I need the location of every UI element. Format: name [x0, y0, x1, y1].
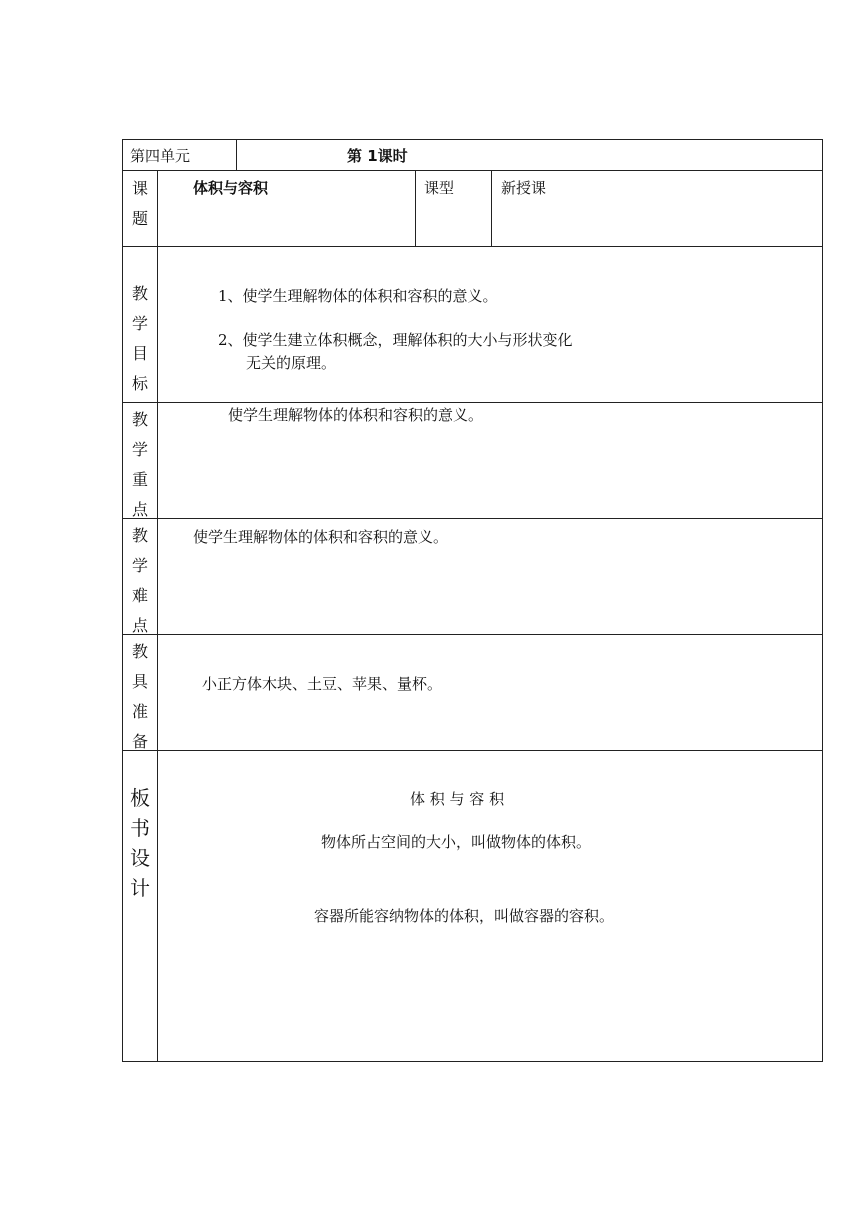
- key-points-row-label: 教 学 重 点: [131, 410, 148, 519]
- table-line-row4: [122, 518, 823, 519]
- materials-text: 小正方体木块、土豆、苹果、量杯。: [202, 675, 443, 693]
- objective-item-2: 2、使学生建立体积概念，理解体积的大小与形状变化: [218, 331, 573, 349]
- lesson-period: 第 1课时: [347, 147, 408, 165]
- table-line-row1: [122, 170, 823, 171]
- board-heading: 体 积 与 容 积: [410, 790, 505, 808]
- table-line-row6: [122, 750, 823, 751]
- table-line-row2: [122, 246, 823, 247]
- materials-row-label: 教 具 准 备: [131, 642, 148, 751]
- lesson-type-label: 课型: [424, 179, 455, 197]
- objective-item-1: 1、使学生理解物体的体积和容积的意义。: [218, 287, 498, 305]
- table-line-row5: [122, 634, 823, 635]
- board-design-row-label: 板 书 设 计: [130, 786, 150, 900]
- table-line-row3: [122, 402, 823, 403]
- difficulties-row-label: 教 学 难 点: [131, 526, 148, 635]
- table-line-bottom: [122, 1061, 823, 1062]
- board-line-2: 容器所能容纳物体的体积，叫做容器的容积。: [314, 907, 615, 925]
- table-line-type-divider: [491, 170, 492, 247]
- table-line-title-divider: [415, 170, 416, 247]
- table-line-top: [122, 139, 823, 140]
- topic-row-label: 课 题: [131, 179, 148, 228]
- objective-item-2-continued: 无关的原理。: [246, 354, 337, 372]
- unit-label: 第四单元: [130, 147, 191, 165]
- table-line-header-divider: [236, 139, 237, 171]
- board-line-1: 物体所占空间的大小，叫做物体的体积。: [321, 833, 592, 851]
- objectives-row-label: 教 学 目 标: [131, 284, 148, 393]
- table-line-right: [822, 139, 823, 1062]
- lesson-title: 体积与容积: [193, 179, 269, 197]
- key-points-text: 使学生理解物体的体积和容积的意义。: [228, 406, 484, 424]
- difficulties-text: 使学生理解物体的体积和容积的意义。: [193, 528, 449, 546]
- lesson-type-value: 新授课: [501, 179, 547, 197]
